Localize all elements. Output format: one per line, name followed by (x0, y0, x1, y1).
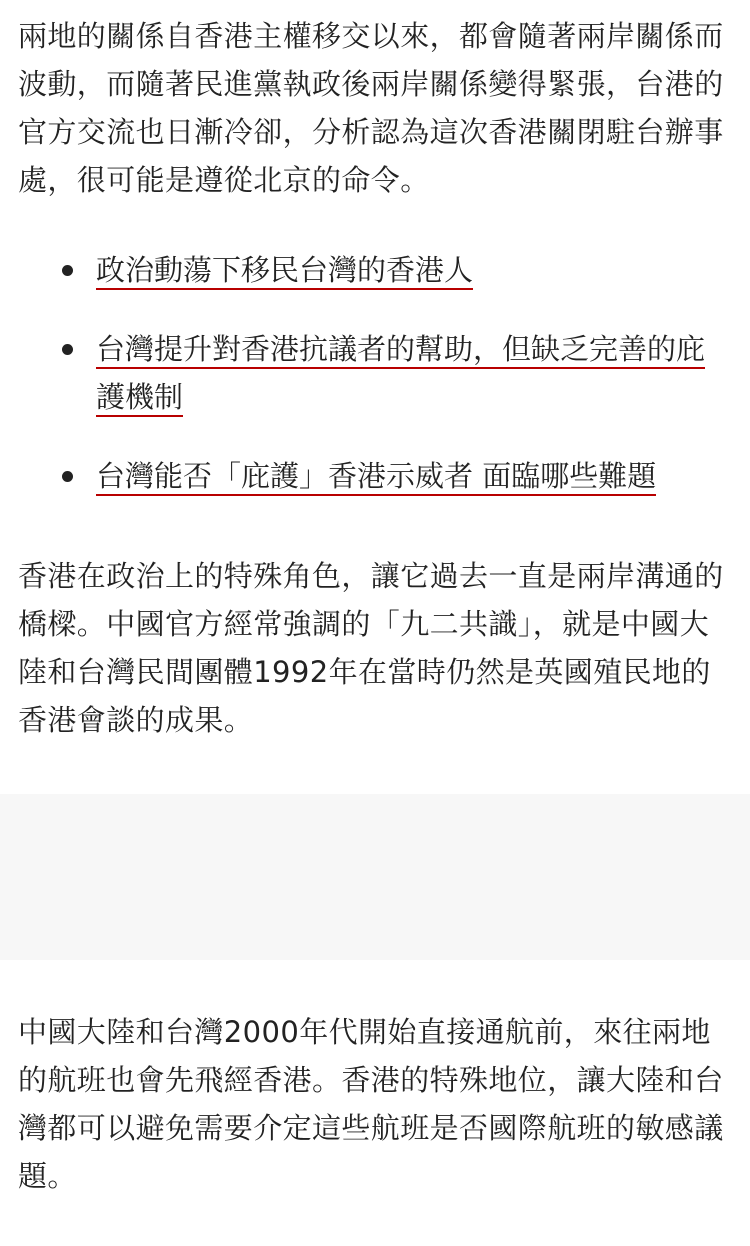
bullet-icon (62, 344, 73, 355)
related-link-item (0, 246, 750, 294)
related-link[interactable]: 政治動蕩下移民台灣的香港人 (96, 253, 473, 290)
article-paragraph: 兩地的關係自香港主權移交以來，都會隨著兩岸關係而波動，而隨著民進黨執政後兩岸關係變得緊張，台港的官方交流也日漸冷卻，分析認為這次香港關閉駐台辦事處，很可能是遵從北京的命令。 (18, 19, 724, 197)
related-link-item (0, 452, 750, 500)
related-link[interactable]: 台灣能否「庇護」香港示威者 面臨哪些難題 (96, 459, 656, 496)
related-links-list (0, 246, 750, 531)
related-link[interactable]: 台灣提升對香港抗議者的幫助，但缺乏完善的庇護機制 (96, 332, 705, 417)
bullet-icon (62, 471, 73, 482)
bullet-icon (62, 265, 73, 276)
article-paragraph: 中國大陸和台灣2000年代開始直接通航前，來往兩地的航班也會先飛經香港。香港的特殊地位，讓大陸和台灣都可以避免需要介定這些航班是否國際航班的敏感議題。 (18, 1015, 724, 1193)
article-paragraph: 香港在政治上的特殊角色，讓它過去一直是兩岸溝通的橋樑。中國官方經常強調的「九二共識」，就是中國大陸和台灣民間團體1992年在當時仍然是英國殖民地的香港會談的成果。 (18, 559, 724, 737)
related-link-item (0, 325, 750, 421)
ad-placeholder (0, 794, 750, 960)
